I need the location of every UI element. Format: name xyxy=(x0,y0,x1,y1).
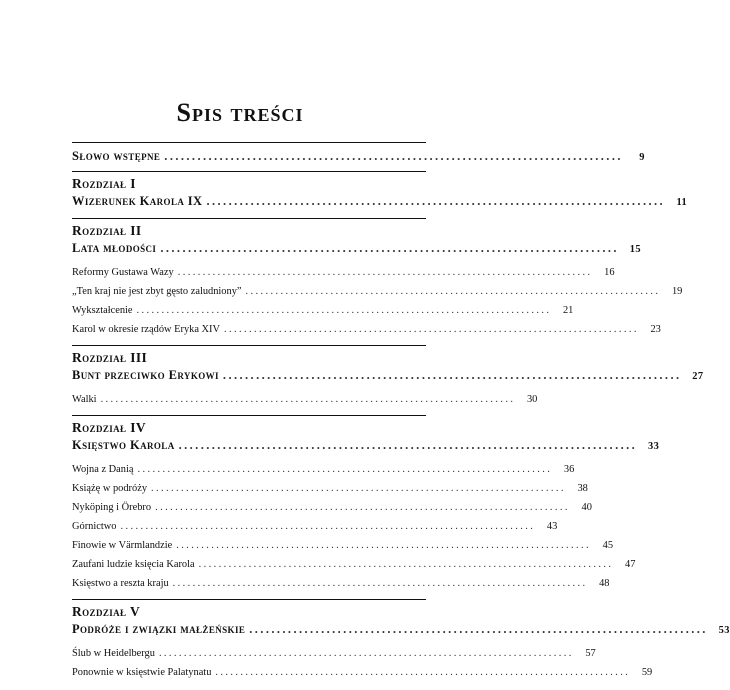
chapter-label: Rozdział III xyxy=(72,350,148,365)
leader-dots: ................................................................................... xyxy=(120,521,536,532)
entry-page: 47 xyxy=(625,559,636,570)
entry-page: 57 xyxy=(585,648,596,659)
entry-page: 38 xyxy=(577,483,588,494)
leader-dots: ................................................................................... xyxy=(249,622,708,636)
toc-entry xyxy=(72,517,558,536)
leader-dots: ................................................................................... xyxy=(176,540,592,551)
entry-page: 27 xyxy=(692,371,704,382)
entry-page: 36 xyxy=(563,464,575,475)
leader-dots: ................................................................................... xyxy=(215,667,631,678)
entry-label: Podróże i związki małżeńskie xyxy=(72,622,246,636)
entry-page: 30 xyxy=(526,394,538,405)
toc-entry xyxy=(72,301,574,320)
leader-dots: ................................................................................... xyxy=(172,578,588,589)
entry-label: Finowie w Värmlandzie xyxy=(72,540,173,551)
chapter-label: Rozdział II xyxy=(72,223,142,238)
entry-page: 33 xyxy=(647,441,660,452)
toc-entry xyxy=(72,460,575,479)
entry-page: 11 xyxy=(676,197,688,208)
leader-dots: ................................................................................... xyxy=(136,305,552,316)
leader-dots: ................................................................................... xyxy=(178,438,638,452)
toc-entry xyxy=(72,390,538,409)
section-rule xyxy=(72,599,426,600)
entry-label: Nyköping i Örebro xyxy=(72,502,152,513)
page-title: Spis treści xyxy=(176,98,304,127)
entry-page: 23 xyxy=(650,324,661,335)
chapter-label: Rozdział IV xyxy=(72,420,147,435)
entry-label: Górnictwo xyxy=(72,521,117,532)
leader-dots: ................................................................................... xyxy=(137,464,553,475)
entry-page: 59 xyxy=(641,667,653,678)
entry-page: 45 xyxy=(602,540,614,551)
toc-entry xyxy=(72,498,592,517)
section-rule xyxy=(72,218,426,219)
entry-label: Wojna z Danią xyxy=(72,464,134,475)
entry-label: Księstwo Karola xyxy=(72,438,175,452)
entry-page: 9 xyxy=(639,152,645,163)
leader-dots: ................................................................................... xyxy=(222,368,682,382)
entry-label: Księstwo a reszta kraju xyxy=(72,578,169,589)
entry-label: Walki xyxy=(72,394,97,405)
table-of-contents xyxy=(72,142,730,682)
chapter-label: Rozdział V xyxy=(72,604,141,619)
section-rule xyxy=(72,171,426,172)
entry-label: Ślub w Heidelbergu xyxy=(72,648,155,659)
leader-dots: ................................................................................... xyxy=(198,559,614,570)
entry-label: Słowo wstępne xyxy=(72,149,161,163)
entry-page: 53 xyxy=(718,625,730,636)
toc-entry-chapter-heading xyxy=(72,366,704,386)
entry-page: 15 xyxy=(629,244,641,255)
leader-dots: ................................................................................... xyxy=(245,286,661,297)
entry-page: 40 xyxy=(581,502,592,513)
chapter-block xyxy=(72,415,660,599)
leader-dots: ................................................................................... xyxy=(164,149,623,163)
leader-dots: ................................................................................... xyxy=(206,194,666,208)
toc-entry-chapter-heading xyxy=(72,239,641,259)
toc-entry xyxy=(72,263,615,282)
entry-label: „Ten kraj nie jest zbyt gęsto zaludniony” xyxy=(72,286,242,297)
section-rule xyxy=(72,415,426,416)
toc-entry xyxy=(72,555,636,574)
toc-entry-chapter-heading xyxy=(72,436,660,456)
leader-dots: ................................................................................... xyxy=(177,267,593,278)
chapter-block xyxy=(72,599,730,682)
toc-entry xyxy=(72,320,661,339)
toc-entry xyxy=(72,644,596,663)
entry-page: 48 xyxy=(599,578,610,589)
entry-label: Wizerunek Karola IX xyxy=(72,194,203,208)
chapters-list xyxy=(72,171,730,682)
entry-label: Lata młodości xyxy=(72,241,157,255)
entry-label: Wykształcenie xyxy=(72,305,133,316)
entry-page: 21 xyxy=(562,305,574,316)
leader-dots: ................................................................................... xyxy=(155,502,570,513)
entry-page: 16 xyxy=(604,267,615,278)
toc-entry-chapter-heading xyxy=(72,192,688,212)
entry-label: Ponownie w księstwie Palatynatu xyxy=(72,667,212,678)
entry-label: Bunt przeciwko Erykowi xyxy=(72,368,219,382)
toc-entry xyxy=(72,536,614,555)
leader-dots: ................................................................................... xyxy=(224,324,639,335)
toc-entry xyxy=(72,282,683,301)
toc-entry xyxy=(72,479,588,498)
leader-dots: ................................................................................... xyxy=(100,394,516,405)
entry-page: 43 xyxy=(546,521,558,532)
chapter-block xyxy=(72,345,704,415)
entry-label: Zaufani ludzie księcia Karola xyxy=(72,559,195,570)
chapter-block xyxy=(72,218,683,345)
toc-entry-foreword xyxy=(72,147,645,167)
toc-entry xyxy=(72,574,610,593)
chapter-label: Rozdział I xyxy=(72,176,136,191)
leader-dots: ................................................................................... xyxy=(151,483,566,494)
leader-dots: ................................................................................... xyxy=(158,648,574,659)
entry-label: Karol w okresie rządów Eryka XIV xyxy=(72,324,221,335)
entry-page: 19 xyxy=(671,286,683,297)
section-rule xyxy=(72,345,426,346)
chapter-block xyxy=(72,171,688,218)
toc-entry-chapter-heading xyxy=(72,620,730,640)
toc-entry xyxy=(72,663,653,682)
leader-dots: ................................................................................... xyxy=(160,241,619,255)
entry-label: Reformy Gustawa Wazy xyxy=(72,267,174,278)
entry-label: Książę w podróży xyxy=(72,483,148,494)
